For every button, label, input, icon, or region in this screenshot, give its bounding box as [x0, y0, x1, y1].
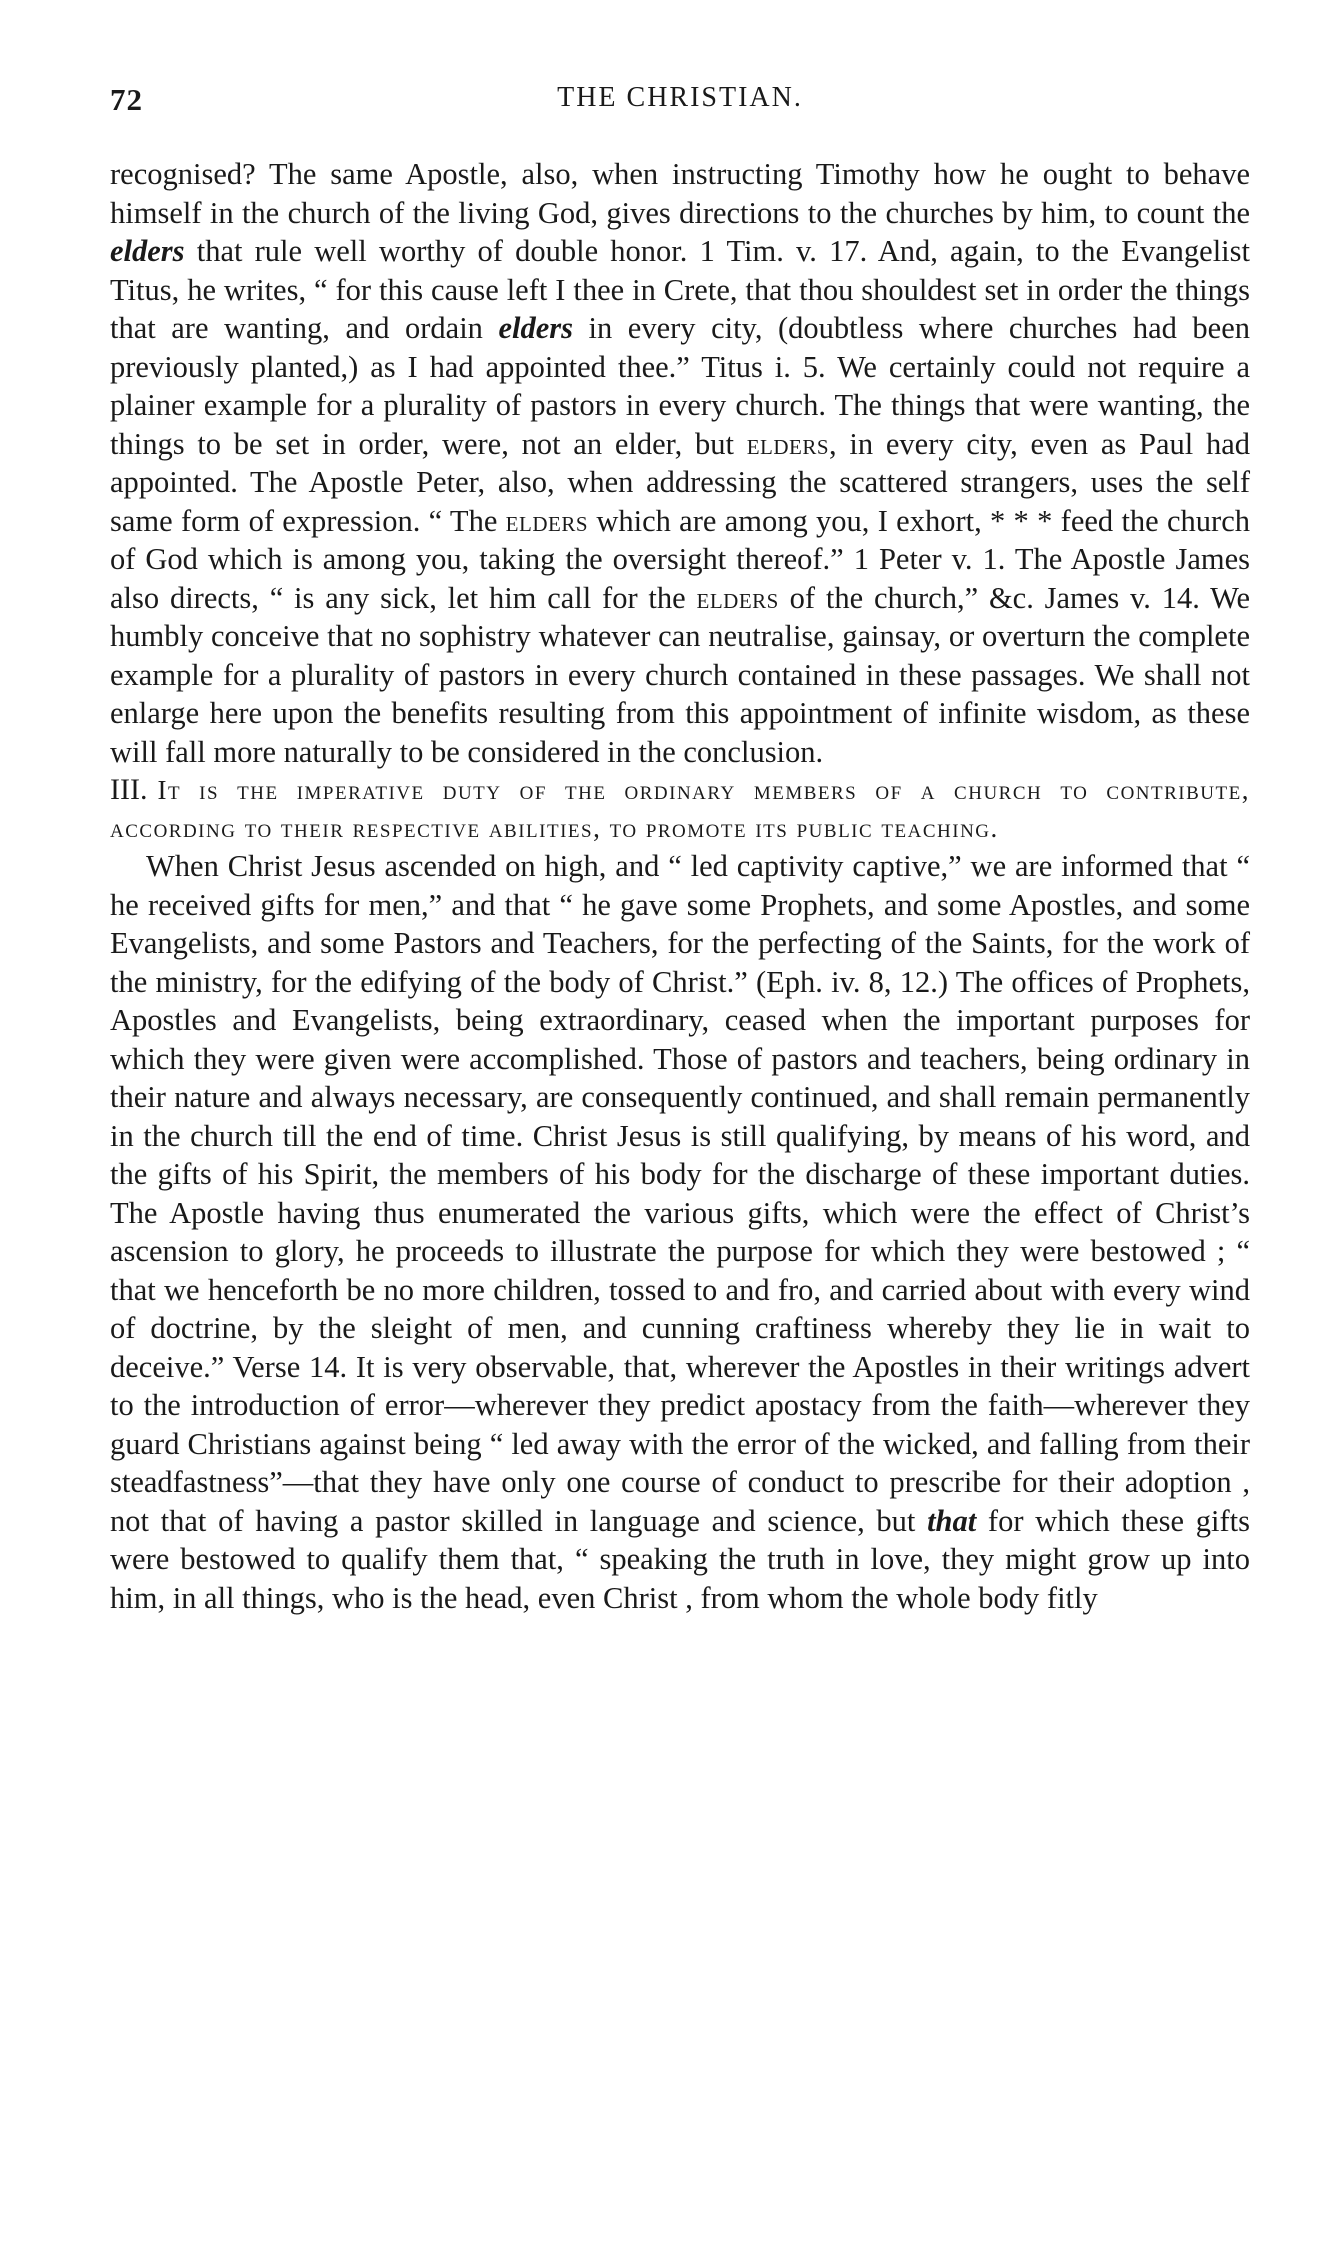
text-run: When Christ Jesus ascended on high, and “ led captivity captive,” we are informed that “ he received gifts for men,” and that “ he gave some Prophets, and some Apostles, and some Evangelists, and some Pastors and Teachers, for the perfecting of the Saints, for the work of the ministry, for the edifying of the body of Christ.” (Eph. iv. 8, 12.) The offices of Prophets, Apostles and Evangelists, being extraordinary, ceased when the important purposes for which they were given were accomplished. Those of pastors and teachers, being ordinary in their nature and always necessary, are consequently continued, and shall remain permanently in the church till the end of time. Christ Jesus is still qualifying, by means of his word, and the gifts of his Spirit, the members of his body for the discharge of these important duties. The Apostle having thus enumerated the various gifts, which were the effect of Christ’s ascension to glory, he proceeds to illustrate the purpose for which they were bestowed ; “ that we henceforth be no more children, tossed to and fro, and carried about with every wind of doctrine, by the sleight of men, and cunning craftiness whereby they lie in wait to deceive.” Verse 14. It is very observable, that, wherever the Apostles in their writings advert to the introduction of error—wherever they predict apostacy from the faith—wherever they guard Christians against being “ led away with the error of the wicked, and falling from their steadfastness”—that they have only one course of conduct to prescribe for their adoption , not that of having a pastor skilled in language and science, but	[110, 849, 1250, 1538]
paragraph-1	[110, 155, 1250, 771]
paragraph-2	[110, 847, 1250, 1617]
body-text	[110, 155, 1250, 1617]
page-number: 72	[110, 82, 143, 117]
text-run: which are among you, I exhort, * * * feed the church of God which is among you, taking the oversight thereof.” 1 Peter v. 1. The Apostle James also directs, “ is any sick, let him call for the	[110, 503, 1250, 615]
text-run: that rule well worthy of double honor. 1 Tim. v. 17. And, again, to the Evangelist Titus, he writes, “ for this cause left I thee in Crete, that thou shouldest set in order the things that are wanting, and ordain	[110, 234, 1250, 345]
book-page	[110, 82, 1250, 1617]
small-caps-elders: elders	[746, 426, 830, 461]
emphasis-elders: elders	[110, 234, 185, 268]
section-heading-text: It is the imperative duty of the ordinary members of a church to contribute, according to their respective abilities, to promote its public teaching.	[110, 775, 1250, 843]
text-run: in every city, (doubtless where churches had been previously planted,) as I had appointed thee.” Titus i. 5. We certainly could not require a plainer example for a plurality of pastors in every church. The things that were wanting, the things to be set in order, were, not an elder, but	[110, 311, 1250, 461]
emphasis-that: that	[927, 1503, 977, 1538]
running-head	[110, 82, 1250, 122]
section-numeral: III.	[110, 773, 148, 806]
section-heading	[110, 771, 1250, 847]
small-caps-elders: elders	[696, 580, 779, 615]
text-run: of the church,” &c. James v. 14. We humbly conceive that no sophistry whatever can neutralise, gainsay, or overturn the complete example for a plurality of pastors in every church contained in these passages. We shall not enlarge here upon the benefits resulting from this appointment of infinite wisdom, as these will fall more naturally to be considered in the conclusion.	[110, 580, 1250, 769]
text-run: recognised? The same Apostle, also, when instructing Timothy how he ought to behave himself in the church of the living God, gives directions to the churches by him, to count the	[110, 157, 1250, 230]
emphasis-elders: elders	[498, 311, 574, 345]
small-caps-elders: elders	[505, 503, 589, 538]
text-run: for which these gifts were bestowed to qualify them that, “ speaking the truth in love, they might grow up into him, in all things, who is the head, even Christ , from whom the whole body fitly	[110, 1503, 1251, 1615]
text-run: , in every city, even as Paul had appointed. The Apostle Peter, also, when addressing the scattered strangers, uses the self same form of expression. “ The	[110, 426, 1250, 538]
running-title: THE CHRISTIAN.	[557, 82, 803, 113]
